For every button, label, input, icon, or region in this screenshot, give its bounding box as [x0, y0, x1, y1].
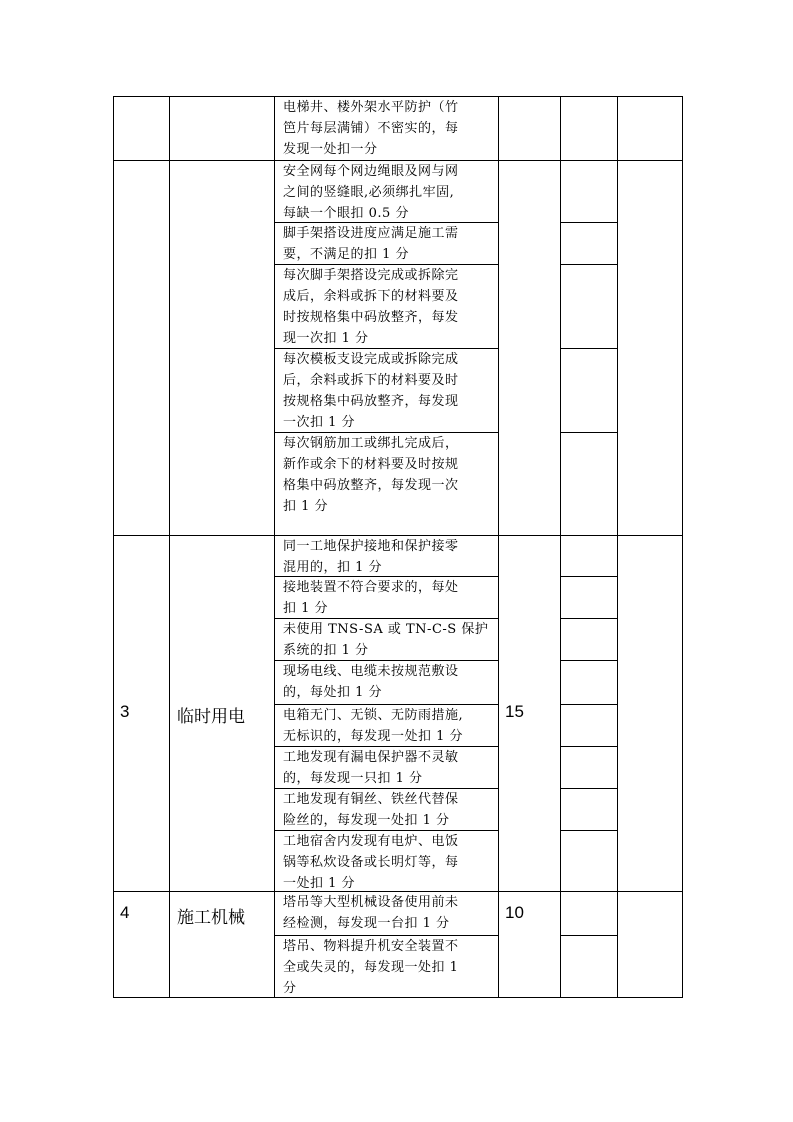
- table-column-rule: [617, 96, 618, 998]
- deduction-rule-text: 一处扣 1 分: [283, 876, 356, 891]
- deduction-rule-text: 险丝的，每发现一处扣 1 分: [283, 813, 450, 828]
- deduction-rule-text: 一次扣 1 分: [283, 415, 356, 430]
- item-rule-right: [560, 348, 618, 349]
- deduction-rule-text: 经检测，每发现一台扣 1 分: [283, 916, 450, 931]
- deduction-rule-text: 格集中码放整齐，每发现一次: [283, 478, 459, 493]
- deduction-rule-text: 每次钢筋加工或绑扎完成后，: [283, 436, 459, 451]
- deduction-rule-text: 工地发现有漏电保护器不灵敏: [283, 750, 459, 765]
- table-column-rule: [274, 96, 275, 998]
- item-rule-right: [560, 576, 618, 577]
- section-score: 10: [505, 903, 524, 922]
- deduction-rule-text: 脚手架搭设进度应满足施工需: [283, 226, 459, 241]
- deduction-rule-text: 之间的竖缝眼,必须绑扎牢固,: [283, 185, 455, 200]
- deduction-rule-text: 塔吊等大型机械设备使用前未: [283, 895, 459, 910]
- deduction-rule-text: 锅等私炊设备或长明灯等，每: [283, 855, 459, 870]
- deduction-rule-text: 混用的，扣 1 分: [283, 560, 383, 575]
- item-rule-right: [560, 618, 618, 619]
- deduction-rule-text: 接地装置不符合要求的，每处: [283, 580, 459, 595]
- section-title: 施工机械: [177, 908, 245, 927]
- deduction-rule-text: 未使用 TNS-SA 或 TN-C-S 保护: [283, 622, 489, 637]
- section-number: 4: [120, 903, 130, 922]
- deduction-rule-text: 时按规格集中码放整齐，每发: [283, 310, 459, 325]
- deduction-rule-text: 现一次扣 1 分: [283, 331, 369, 346]
- deduction-rule-text: 新作或余下的材料要及时按规: [283, 457, 459, 472]
- item-rule-right: [560, 704, 618, 705]
- deduction-rule-text: 安全网每个网边绳眼及网与网: [283, 164, 459, 179]
- deduction-rule-text: 每次模板支设完成或拆除完成: [283, 352, 459, 367]
- item-rule-right: [560, 935, 618, 936]
- section-title: 临时用电: [177, 707, 245, 726]
- deduction-rule-text: 电箱无门、无锁、无防雨措施,: [283, 708, 464, 723]
- table-bottom-rule: [113, 997, 683, 998]
- deduction-rule-text: 要，不满足的扣 1 分: [283, 247, 410, 262]
- deduction-rule-text: 分: [283, 981, 297, 996]
- item-rule-right: [560, 222, 618, 223]
- table-column-rule: [682, 96, 683, 998]
- item-rule-right: [560, 660, 618, 661]
- item-rule-right: [560, 788, 618, 789]
- deduction-rule-text: 按规格集中码放整齐，每发现: [283, 394, 459, 409]
- item-rule-right: [560, 432, 618, 433]
- item-rule-right: [560, 264, 618, 265]
- section-score: 15: [505, 702, 524, 721]
- deduction-rule-text: 成后，余料或拆下的材料要及: [283, 289, 459, 304]
- deduction-rule-text: 的，每发现一只扣 1 分: [283, 771, 423, 786]
- table-column-rule: [113, 96, 114, 998]
- deduction-rule-text: 工地发现有铜丝、铁丝代替保: [283, 792, 459, 807]
- deduction-rule-text: 的，每处扣 1 分: [283, 685, 383, 700]
- deduction-rule-text: 同一工地保护接地和保护接零: [283, 539, 459, 554]
- item-rule-right: [560, 746, 618, 747]
- deduction-rule-text: 扣 1 分: [283, 499, 329, 514]
- item-rule-right: [560, 830, 618, 831]
- deduction-rule-text: 每次脚手架搭设完成或拆除完: [283, 268, 459, 283]
- table-column-rule: [169, 96, 170, 998]
- section-number: 3: [120, 702, 130, 721]
- deduction-rule-text: 无标识的，每发现一处扣 1 分: [283, 729, 464, 744]
- table-column-rule: [560, 96, 561, 998]
- table-column-rule: [498, 96, 499, 998]
- deduction-rule-text: 现场电线、电缆未按规范敷设: [283, 664, 459, 679]
- deduction-rule-text: 塔吊、物料提升机安全装置不: [283, 939, 459, 954]
- deduction-rule-text: 发现一处扣一分: [283, 142, 378, 157]
- deduction-rule-text: 后，余料或拆下的材料要及时: [283, 373, 459, 388]
- deduction-rule-text: 系统的扣 1 分: [283, 643, 369, 658]
- deduction-rule-text: 每缺一个眼扣 0.5 分: [283, 206, 409, 221]
- deduction-rule-text: 电梯井、楼外架水平防护（竹: [283, 100, 459, 115]
- deduction-rule-text: 笆片每层满铺）不密实的，每: [283, 121, 459, 136]
- deduction-rule-text: 工地宿舍内发现有电炉、电饭: [283, 834, 459, 849]
- deduction-rule-text: 全或失灵的，每发现一处扣 1: [283, 960, 459, 975]
- deduction-rule-text: 扣 1 分: [283, 601, 329, 616]
